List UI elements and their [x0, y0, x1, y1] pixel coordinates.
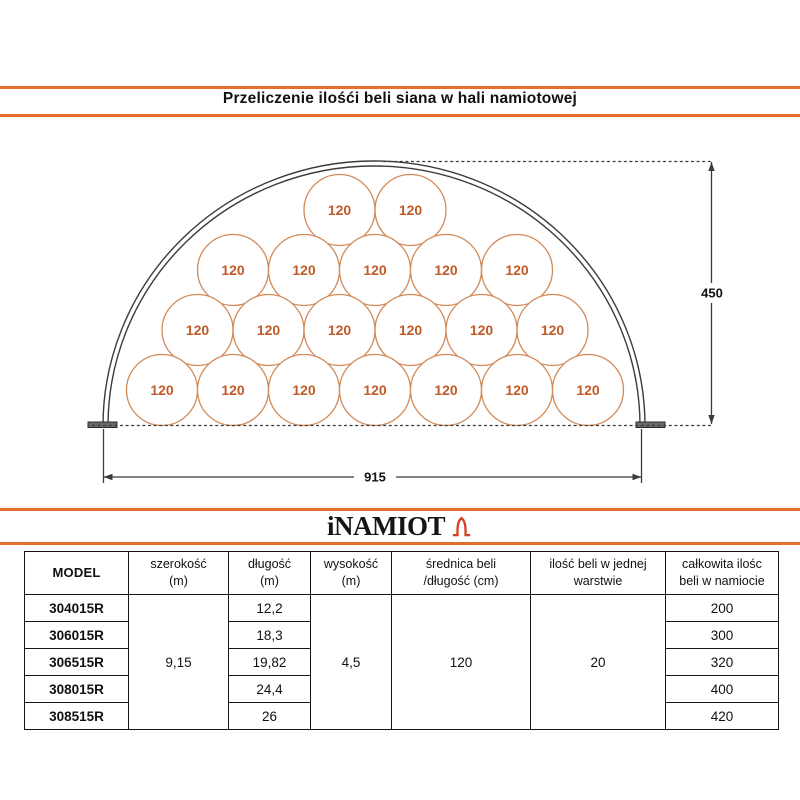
column-header [311, 552, 392, 595]
bale-label: 120 [221, 262, 245, 278]
tent-icon [450, 515, 473, 538]
column-header-line1: długość [247, 557, 292, 572]
bale-label: 120 [150, 382, 174, 398]
width-merged-cell: 9,15 [129, 595, 229, 730]
length-cell: 26 [229, 703, 311, 730]
bale-label: 120 [363, 382, 387, 398]
bale-label: 120 [327, 202, 352, 218]
bale-label: 120 [363, 262, 387, 278]
bale-label: 120 [576, 382, 600, 398]
logo [0, 509, 800, 543]
model-cell: 308515R [25, 703, 129, 730]
height-dim-label: 450 [701, 285, 723, 301]
page-title: Przeliczenie ilośći beli siana w hali namiotowej [222, 90, 578, 107]
total-cell: 420 [666, 703, 779, 730]
per-layer-merged-cell: 20 [531, 595, 666, 730]
bale-label: 120 [292, 382, 316, 398]
length-cell: 19,82 [229, 649, 311, 676]
table-body [25, 595, 779, 730]
diameter-merged-cell: 120 [392, 595, 531, 730]
total-cell: 320 [666, 649, 779, 676]
table-row [25, 595, 779, 622]
column-header-line1: wysokość [323, 557, 379, 572]
model-cell: 306515R [25, 649, 129, 676]
bale-label: 120 [292, 262, 316, 278]
arrow-left-icon [104, 474, 113, 480]
bale-label: 120 [505, 262, 529, 278]
arrow-down-icon [708, 415, 714, 424]
bale-label: 120 [256, 322, 281, 338]
arrow-up-icon [708, 162, 714, 171]
length-cell: 12,2 [229, 595, 311, 622]
total-cell: 400 [666, 676, 779, 703]
length-cell: 24,4 [229, 676, 311, 703]
total-cell: 200 [666, 595, 779, 622]
column-header [229, 552, 311, 595]
logo-text: iNAMIOT [327, 510, 445, 541]
bale-label: 120 [434, 382, 458, 398]
column-header-line1: ilość beli w jednej [549, 557, 647, 572]
model-cell: 308015R [25, 676, 129, 703]
bale-label: 120 [434, 262, 458, 278]
column-header-line2: beli w namiocie [679, 574, 765, 588]
height-merged-cell: 4,5 [311, 595, 392, 730]
bale-group [127, 175, 624, 426]
column-header [531, 552, 666, 595]
column-header [392, 552, 531, 595]
model-cell: 306015R [25, 622, 129, 649]
column-header-line1: całkowita ilośc [682, 557, 762, 572]
column-header-line2: (m) [341, 574, 361, 588]
tent-foot-right [636, 422, 665, 428]
column-header-line2: (m) [169, 574, 188, 588]
column-header-line1: średnica beli [425, 557, 497, 572]
arrow-right-icon [633, 474, 642, 480]
column-header [666, 552, 779, 595]
width-dim-label: 915 [364, 469, 386, 485]
column-header-line2: warstwie [573, 574, 623, 588]
bale-label: 120 [398, 202, 423, 218]
column-header-line2: /długość (cm) [423, 574, 499, 588]
column-header [129, 552, 229, 595]
length-cell: 18,3 [229, 622, 311, 649]
bale-label: 120 [505, 382, 529, 398]
bale-label: 120 [185, 322, 210, 338]
model-cell: 304015R [25, 595, 129, 622]
logo-rule-bottom [0, 542, 800, 545]
tent-foot-left [88, 422, 117, 428]
bale-label: 120 [469, 322, 494, 338]
column-header-line1: szerokość [150, 557, 207, 572]
total-cell: 300 [666, 622, 779, 649]
column-header-line2: (m) [260, 574, 279, 588]
bale-label: 120 [221, 382, 245, 398]
column-header [25, 552, 129, 595]
bale-label: 120 [540, 322, 565, 338]
bale-label: 120 [327, 322, 352, 338]
spec-table [24, 551, 779, 730]
bale-label: 120 [398, 322, 423, 338]
column-header-line1: MODEL [52, 565, 101, 581]
table-header-row [25, 552, 779, 595]
